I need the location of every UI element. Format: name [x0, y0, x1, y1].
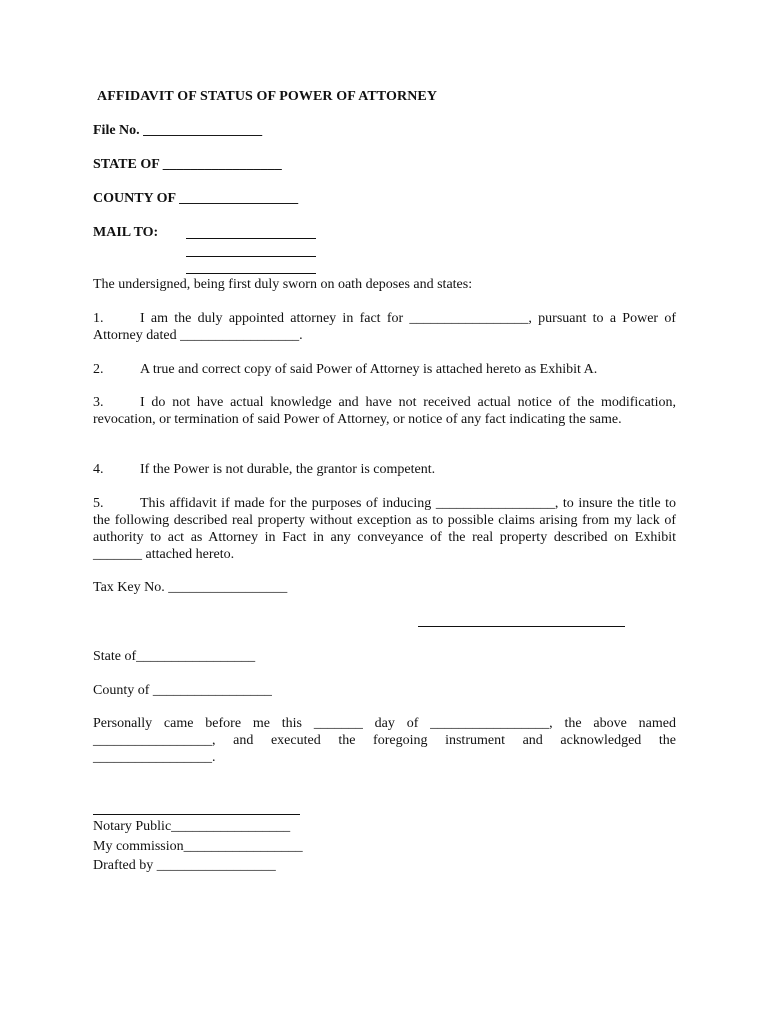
paragraph-1	[93, 310, 676, 344]
tax-key-field: Tax Key No. _________________	[93, 580, 288, 595]
paragraph-number: 5.	[93, 496, 104, 511]
notary-public-field: Notary Public_________________	[93, 819, 291, 834]
mail-to-line-3	[186, 273, 316, 274]
paragraph-number: 2.	[93, 362, 104, 377]
acknowledgment-text: Personally came before me this _______ day of _________________, the above named _________________, and executed the foregoing instrument and acknowledged the _________________.	[93, 716, 676, 765]
state-of-field: STATE OF _________________	[93, 157, 282, 172]
intro-statement: The undersigned, being first duly sworn on oath deposes and states:	[93, 277, 473, 292]
signature-line	[418, 626, 625, 627]
notary-signature-line	[93, 814, 300, 815]
paragraph-text: I do not have actual knowledge and have not received actual notice of the modification, revocation, or termination of said Power of Attorney, or notice of any fact indicating the same.	[93, 395, 676, 427]
paragraph-number: 1.	[93, 311, 104, 326]
paragraph-text: This affidavit if made for the purposes of inducing _________________, to insure the title to the following described real property without exception as to possible claims arising from my lack of authority to act as Attorney in Fact in any conveyance of the real property described on Exhibit _______ attached hereto.	[93, 496, 676, 562]
my-commission-field: My commission_________________	[93, 839, 303, 854]
paragraph-4	[93, 461, 676, 478]
paragraph-text: I am the duly appointed attorney in fact for _________________, pursuant to a Power of Attorney dated _________________.	[93, 311, 676, 343]
notary-state-field: State of_________________	[93, 649, 256, 664]
paragraph-number: 4.	[93, 462, 104, 477]
notary-acknowledgment	[93, 715, 676, 766]
paragraph-3	[93, 394, 676, 428]
county-of-field: COUNTY OF _________________	[93, 191, 299, 206]
notary-county-field: County of _________________	[93, 683, 272, 698]
mail-to-line-1	[186, 238, 316, 239]
file-no-field: File No. _________________	[93, 123, 263, 138]
paragraph-5	[93, 495, 676, 563]
paragraph-text: If the Power is not durable, the grantor is competent.	[140, 462, 436, 477]
drafted-by-field: Drafted by _________________	[93, 858, 276, 873]
document-title: AFFIDAVIT OF STATUS OF POWER OF ATTORNEY	[97, 89, 438, 104]
paragraph-2	[93, 361, 676, 378]
mail-to-line-2	[186, 256, 316, 257]
paragraph-number: 3.	[93, 395, 104, 410]
mail-to-label: MAIL TO:	[93, 225, 159, 240]
paragraph-text: A true and correct copy of said Power of Attorney is attached hereto as Exhibit A.	[140, 362, 598, 377]
